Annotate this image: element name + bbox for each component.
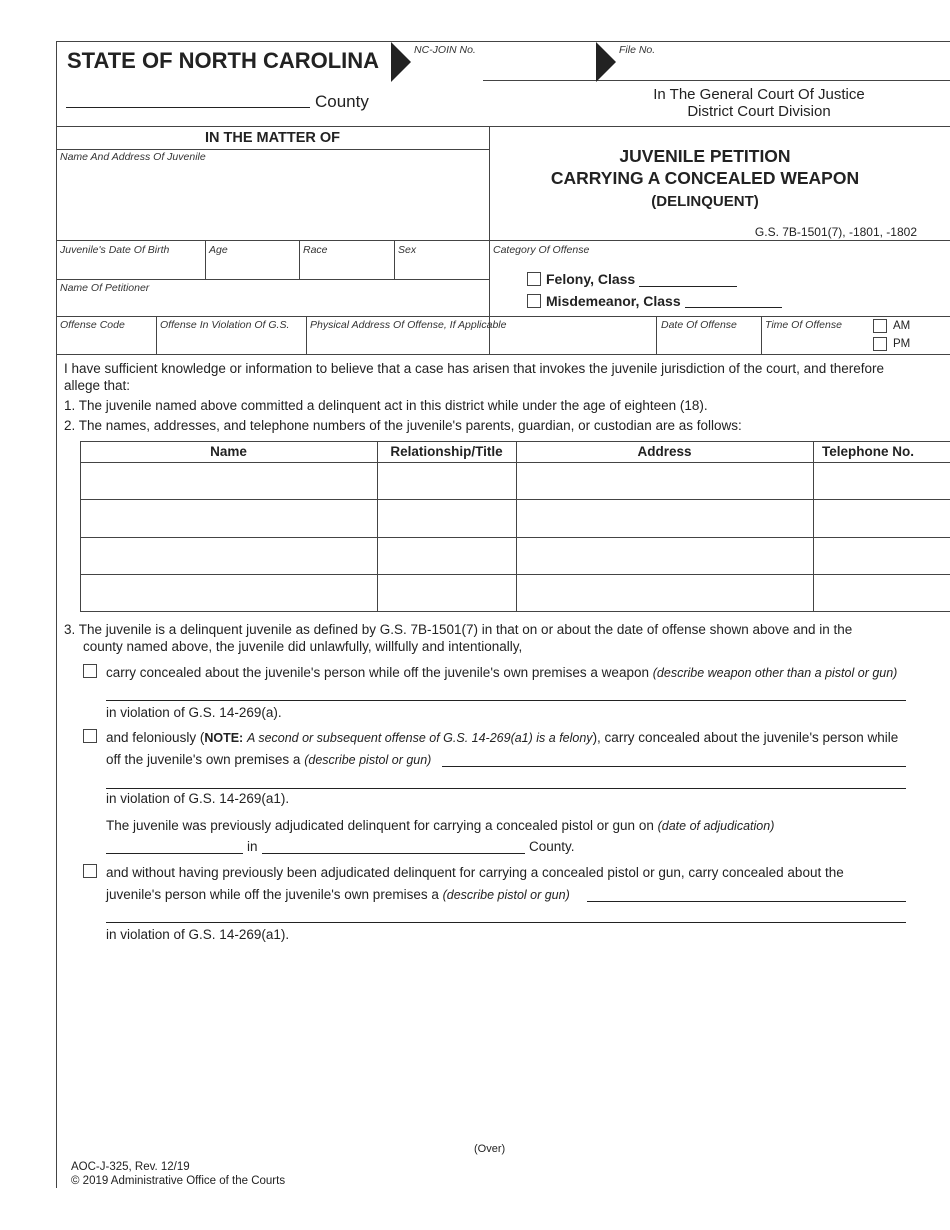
option3-line2-text: juvenile's person while off the juvenile's own premises a — [106, 887, 439, 902]
offense-code-label: Offense Code — [60, 319, 125, 331]
option1-text-line — [106, 665, 897, 680]
offense-address-label: Physical Address Of Offense, If Applicable — [310, 319, 507, 331]
table-row[interactable] — [81, 538, 950, 574]
intro-line2: allege that: — [64, 378, 131, 393]
off-div2 — [306, 316, 307, 354]
off-div4 — [761, 316, 762, 354]
option2-line2-text: off the juvenile's own premises a — [106, 752, 301, 767]
offense-violation-label: Offense In Violation Of G.S. — [160, 319, 290, 331]
dob-div1 — [205, 240, 206, 279]
file-no-field[interactable] — [620, 58, 940, 78]
option2-pistol-field[interactable] — [442, 766, 906, 767]
header-bottom — [56, 126, 950, 127]
file-no-arrow-icon — [596, 42, 616, 82]
sex-label: Sex — [398, 244, 417, 256]
dob-row-top — [56, 240, 489, 241]
court-line2: District Court Division — [687, 103, 831, 120]
statute-ref: G.S. 7B-1501(7), -1801, -1802 — [754, 225, 917, 239]
header-divider — [483, 80, 950, 81]
nc-join-label: NC-JOIN No. — [414, 44, 476, 56]
county-word: County. — [529, 839, 575, 854]
prev-adjudication-hint: (date of adjudication) — [657, 819, 775, 833]
dob-div2 — [299, 240, 300, 279]
option2-hint: (describe pistol or gun) — [304, 753, 432, 767]
title-line1: JUVENILE PETITION — [619, 146, 791, 166]
table-row[interactable] — [81, 500, 950, 537]
table-header-address: Address — [637, 444, 692, 459]
intro-line1: I have sufficient knowledge or information to believe that a case has arisen that invokes the juvenile jurisdiction of the court, and therefore — [64, 361, 884, 376]
misdemeanor-label: Misdemeanor, Class — [546, 293, 681, 309]
option1-checkbox[interactable] — [83, 664, 97, 678]
title-line3: (DELINQUENT) — [651, 193, 759, 210]
pm-label: PM — [893, 338, 911, 350]
title-line2: CARRYING A CONCEALED WEAPON — [550, 168, 860, 188]
misdemeanor-checkbox[interactable] — [527, 294, 541, 308]
left-border — [56, 41, 57, 1188]
top-border — [56, 41, 950, 42]
option2-text-a: and feloniously ( — [106, 730, 205, 745]
table-header-relationship: Relationship/Title — [390, 444, 503, 459]
option2-text-b: ), carry concealed about the juvenile's person while — [592, 730, 899, 745]
nc-join-field[interactable] — [412, 58, 592, 78]
county-label: County — [315, 92, 369, 111]
option1-text: carry concealed about the juvenile's person while off the juvenile's own premises a weapon — [106, 665, 649, 680]
name-address-field[interactable] — [58, 166, 486, 240]
nc-join-arrow-icon — [391, 42, 411, 82]
matter-heading-line — [56, 149, 489, 150]
over-note: (Over) — [474, 1143, 506, 1155]
option3-violation: in violation of G.S. 14-269(a1). — [106, 927, 290, 942]
option2-violation: in violation of G.S. 14-269(a1). — [106, 791, 290, 806]
court-line1: In The General Court Of Justice — [653, 86, 865, 103]
item1-text: 1. The juvenile named above committed a delinquent act in this district while under the age of eighteen (18). — [64, 398, 708, 413]
table-top — [80, 441, 950, 442]
name-address-label: Name And Address Of Juvenile — [60, 151, 206, 163]
category-label: Category Of Offense — [493, 244, 590, 256]
option2-note-text: A second or subsequent offense of G.S. 14-269(a1) is a felony — [246, 731, 593, 745]
option3-pistol-field-2[interactable] — [106, 922, 906, 923]
race-label: Race — [303, 244, 328, 256]
option1-weapon-field[interactable] — [106, 700, 906, 701]
adjudication-county-field[interactable] — [262, 853, 525, 854]
option2-note: NOTE: — [204, 731, 244, 745]
option1-violation: in violation of G.S. 14-269(a). — [106, 705, 282, 720]
felony-label: Felony, Class — [546, 271, 636, 287]
matter-heading: IN THE MATTER OF — [204, 130, 341, 146]
adjudication-date-field[interactable] — [106, 853, 243, 854]
age-label: Age — [209, 244, 228, 256]
option3-line1: and without having previously been adjudicated delinquent for carrying a concealed pistol or gun, carry concealed about the — [106, 865, 844, 880]
category-row-top — [489, 240, 950, 241]
am-checkbox[interactable] — [873, 319, 887, 333]
option3-line2 — [106, 887, 570, 902]
option3-checkbox[interactable] — [83, 864, 97, 878]
petitioner-row-top — [56, 279, 489, 280]
offense-time-label: Time Of Offense — [765, 319, 842, 331]
prev-adjudication-text: The juvenile was previously adjudicated delinquent for carrying a concealed pistol or gun on — [106, 818, 654, 833]
file-no-label: File No. — [619, 44, 656, 56]
in-word: in — [247, 839, 258, 854]
offense-row-top — [56, 316, 950, 317]
dob-div3 — [394, 240, 395, 279]
table-bottom — [80, 611, 950, 612]
off-div3 — [656, 316, 657, 354]
form-number: AOC-J-325, Rev. 12/19 — [71, 1161, 190, 1173]
option2-checkbox[interactable] — [83, 729, 97, 743]
table-row[interactable] — [81, 575, 950, 611]
county-field[interactable] — [66, 107, 310, 108]
option2-pistol-field-2[interactable] — [106, 788, 906, 789]
option3-hint: (describe pistol or gun) — [442, 888, 570, 902]
felony-class-field[interactable] — [639, 286, 737, 287]
off-div1 — [156, 316, 157, 354]
item3-line2: county named above, the juvenile did unlawfully, willfully and intentionally, — [83, 639, 523, 654]
offense-row-bottom — [56, 354, 950, 355]
state-title: STATE OF NORTH CAROLINA — [67, 48, 380, 73]
misdemeanor-class-field[interactable] — [685, 307, 782, 308]
offense-date-label: Date Of Offense — [661, 319, 737, 331]
option2-line2 — [106, 752, 431, 767]
copyright: © 2019 Administrative Office of the Courts — [71, 1175, 286, 1187]
am-label: AM — [893, 320, 911, 332]
prev-adjudication-line — [106, 818, 774, 833]
item2-text: 2. The names, addresses, and telephone numbers of the juvenile's parents, guardian, or custodian are as follows: — [64, 418, 742, 433]
dob-label: Juvenile's Date Of Birth — [60, 244, 170, 256]
option2-line1 — [106, 730, 898, 745]
table-row[interactable] — [81, 463, 950, 499]
table-header-telephone: Telephone No. — [821, 444, 914, 459]
item3-line1: 3. The juvenile is a delinquent juvenile as defined by G.S. 7B-1501(7) in that on or about the date of offense shown above and in the — [64, 622, 853, 637]
felony-checkbox[interactable] — [527, 272, 541, 286]
option3-pistol-field[interactable] — [587, 901, 906, 902]
option1-hint: (describe weapon other than a pistol or gun) — [652, 666, 898, 680]
pm-checkbox[interactable] — [873, 337, 887, 351]
petitioner-label: Name Of Petitioner — [60, 282, 150, 294]
table-header-name: Name — [210, 444, 247, 459]
